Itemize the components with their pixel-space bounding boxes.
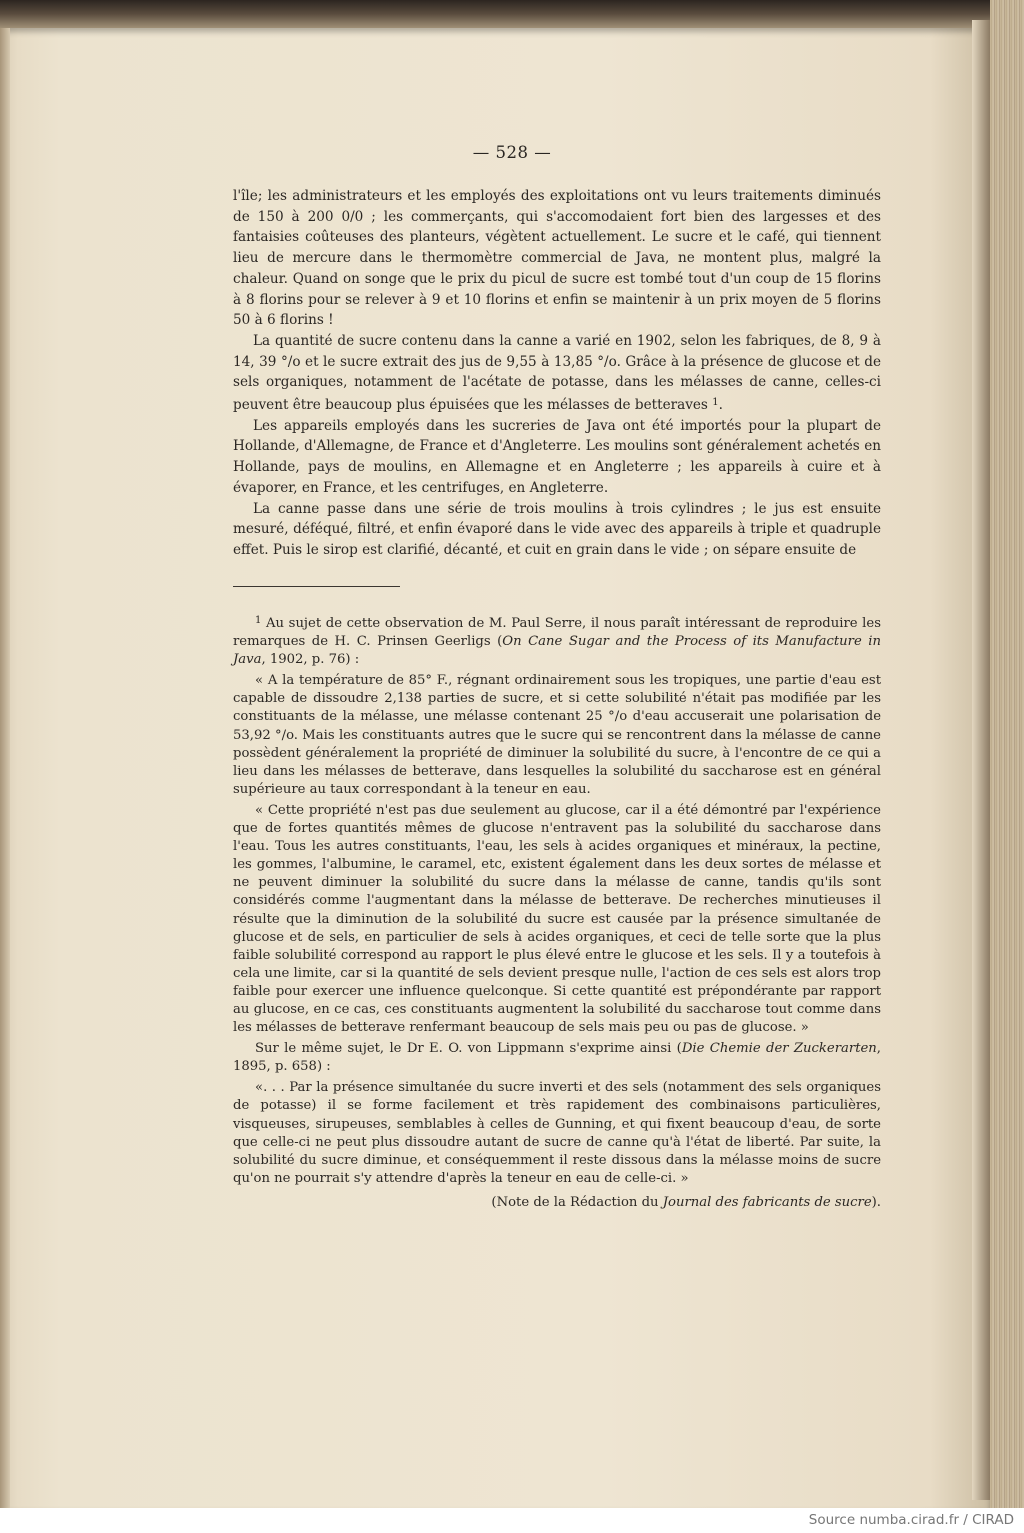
page-gutter (972, 20, 990, 1500)
footnote-paragraph (233, 1040, 881, 1076)
footnote-marker: 1 (255, 615, 262, 626)
footnote (233, 612, 881, 1212)
footnote-reference: 1 (712, 397, 719, 409)
page-number: — 528 — (472, 143, 552, 162)
book-title: Die Chemie der Zuckerarten (681, 1041, 877, 1057)
footnote-text: Au sujet de cette observation de M. Paul Serre, il nous paraît intéressant de reproduire les remarques de H. C. Prinsen Geerligs ( (233, 616, 881, 650)
page-left-edge (0, 28, 10, 1508)
book-fore-edge (990, 0, 1024, 1533)
journal-title: Journal des fabricants de sucre (662, 1194, 872, 1210)
book-title: On Cane Sugar and the Process of its Manufacture in Java (233, 634, 881, 668)
source-credit: Source numba.cirad.fr / CIRAD (808, 1512, 1014, 1528)
main-text (233, 186, 881, 561)
quote-paragraph: « A la température de 85° F., régnant ordinairement sous les tropiques, une partie d'eau est capable de dissoudre 2,138 parties de sucre, et si cette solubilité n'était pas modifiée par les constituants de la mélasse, une mélasse contenant 25 °/o d'eau accuserait une polarisation de 53,92 °/o. Mais les constituants autres que le sucre qui se rencontrent dans la mélasse de canne possèdent généralement la propriété de diminuer la solubilité du sucre, à l'encontre de ce qui a lieu dans les mélasses de betterave, dans lesquelles la solubilité du saccharose est en général supérieure au taux correspondant à la teneur en eau. (233, 673, 881, 797)
footnote-text: Sur le même sujet, le Dr E. O. von Lippmann s'exprime ainsi ( (255, 1041, 682, 1057)
footnote-text: , 1895, p. 658) : (233, 1041, 881, 1075)
paragraph-text: La quantité de sucre contenu dans la canne a varié en 1902, selon les fabriques, de 8, 9 à 14, 39 °/o et le sucre extrait des jus de 9,55 à 13,85 °/o. Grâce à la présence de glucose et de sels organiques, notamment de l'acétate de potasse, dans les mélasses de canne, celles-ci peuvent être beaucoup plus épuisées que les mélasses de betteraves (233, 332, 881, 414)
paragraph (233, 331, 881, 416)
quote-paragraph: « Cette propriété n'est pas due seulement au glucose, car il a été démontré par l'expérience que de fortes quantités mêmes de glucose n'entravent pas la solubilité du saccharose dans l'eau. Tous les autres constituants, l'eau, les sels à acides organiques et minéraux, la pectine, les gommes, l'albumine, le caramel, etc, existent également dans les deux sortes de mélasse et ne peuvent diminuer la solubilité du sucre dans la mélasse de canne, tandis qu'ils sont considérés comme l'augmentant dans la mélasse de betterave. De recherches minutieuses il résulte que la diminution de la solubilité du sucre est causée par la présence simultanée de glucose et de sels, en particulier de sels à acides organiques, et ceci de telle sorte que la plus faible solubilité correspond au rapport le plus élevé entre le glucose et les sels. Il y a toutefois à cela une limite, car si la quantité de sels devient presque nulle, l'action de ces sels est alors trop faible pour exercer une influence quelconque. Si cette quantité est prépondérante par rapport au glucose, en ce cas, ces constituants augmentent la solubilité du saccharose tout comme dans les mélasses de betterave renfermant beaucoup de sels mais peu ou pas de glucose. » (233, 802, 881, 1036)
footnote-text: ). (871, 1194, 881, 1210)
quote-paragraph: «. . . Par la présence simultanée du sucre inverti et des sels (notamment des sels organiques de potasse) il se forme facilement et très rapidement des combinaisons particulières, visqueuses, sirupeuses, semblables à celles de Gunning, et qui fixent beaucoup d'eau, de sorte que celle-ci ne peut plus dissoudre autant de sucre de canne qu'à l'état de liberté. Par suite, la solubilité du sucre diminue, et conséquemment il reste dissous dans la mélasse moins de sucre qu'on ne pourrait s'y attendre d'après la teneur en eau de celle-ci. » (233, 1080, 881, 1186)
footnote-text: (Note de la Rédaction du (491, 1194, 663, 1210)
editorial-note (233, 1194, 881, 1212)
paragraph-end: . (718, 397, 723, 414)
paragraph: La canne passe dans une série de trois moulins à trois cylindres ; le jus est ensuite mesuré, déféqué, filtré, et enfin évaporé dans le vide avec des appareils à triple et quadruple effet. Puis le sirop est clarifié, décanté, et cuit en grain dans le vide ; on sépare ensuite de (233, 500, 881, 558)
footnote-text: , 1902, p. 76) : (261, 652, 360, 668)
paragraph: Les appareils employés dans les sucreries de Java ont été importés pour la plupart de Hollande, d'Allemagne, de France et d'Angleterre. Les moulins sont généralement achetés en Hollande, pays de moulins, en Allemagne et en Angleterre ; les appareils à cuire et à évaporer, en France, et les centrifuges, en Angleterre. (233, 417, 881, 496)
footnote-separator (233, 586, 400, 587)
footnote-paragraph (233, 612, 881, 669)
paragraph: l'île; les administrateurs et les employés des exploitations ont vu leurs traitements diminués de 150 à 200 0/0 ; les commerçants, qui s'accomodaient fort bien des largesses et des fantaisies coûteuses des planteurs, végètent actuellement. Le sucre et le café, qui tiennent lieu de mercure dans le thermomètre commercial de Java, ne montent plus, malgré la chaleur. Quand on songe que le prix du picul de sucre est tombé tout d'un coup de 15 florins à 8 florins pour se relever à 9 et 10 florins et enfin se maintenir à un prix moyen de 5 florins 50 à 6 florins ! (233, 188, 881, 329)
